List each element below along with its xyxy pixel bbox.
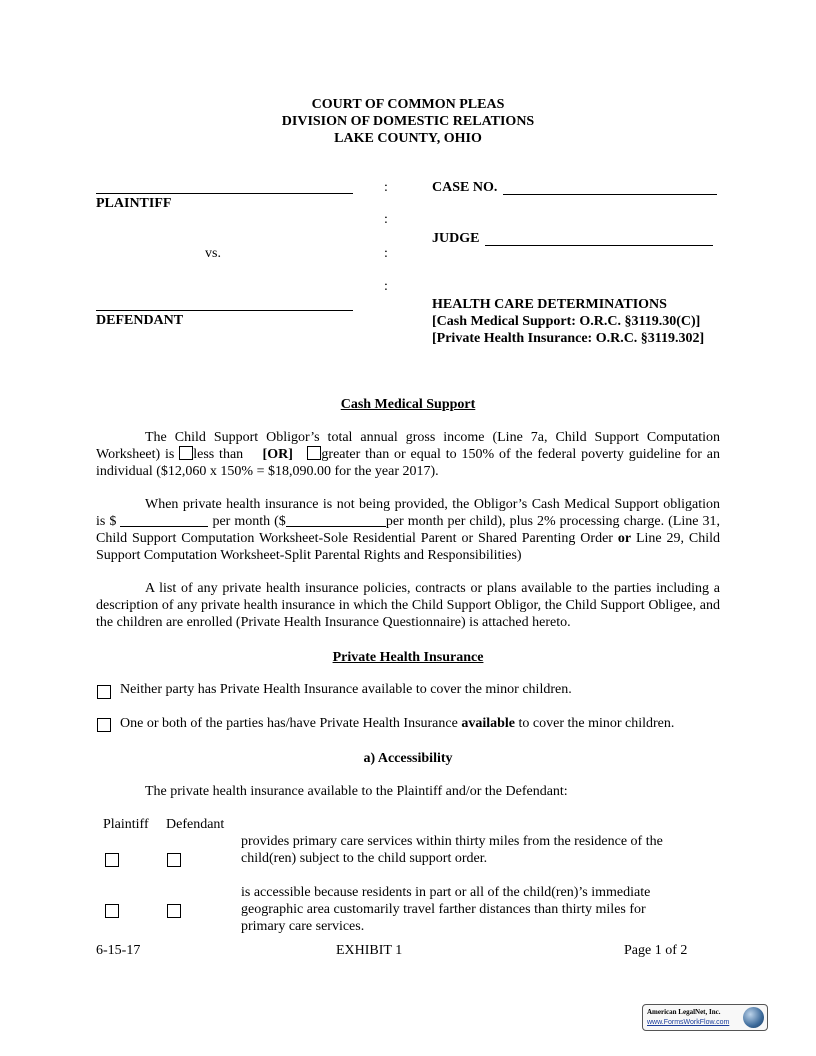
monthly-amount-field[interactable] — [120, 513, 208, 527]
income-paragraph — [96, 429, 720, 480]
form-title: HEALTH CARE DETERMINATIONS — [432, 297, 667, 312]
form-subtitle-cash: [Cash Medical Support: O.R.C. §3119.30(C)] — [432, 314, 701, 329]
caption-colon: : — [384, 180, 388, 195]
primary-care-criterion: provides primary care services within thirty miles from the residence of the child(ren) subject to the child support order. — [241, 834, 663, 866]
defendant-name-line[interactable] — [96, 310, 353, 311]
judge-label: JUDGE — [432, 231, 480, 246]
court-county: LAKE COUNTY, OHIO — [334, 131, 482, 146]
cash-medical-heading: Cash Medical Support — [340, 397, 476, 412]
per-child-text: per month per child), plus 2% processing charge. (Line 31, Child Support Computation Worksheet-Sole Residential Parent or Shared Parenting Order — [96, 514, 720, 546]
defendant-column-header: Defendant — [166, 817, 225, 832]
footer-exhibit: EXHIBIT 1 — [336, 943, 403, 958]
insurance-list-paragraph: A list of any private health insurance policies, contracts or plans available to the parties including a description of any private health insurance in which the Child Support Obligor, the Child Support Obligee, and the children are enrolled (Private Health Insurance Questionnaire) is attached hereto. — [96, 581, 720, 630]
greater-than-checkbox[interactable] — [307, 446, 321, 460]
court-division: DIVISION OF DOMESTIC RELATIONS — [281, 114, 535, 129]
judge-field[interactable] — [485, 245, 713, 246]
greater-than-label: greater than or equal to 150% of the federal poverty guideline for an individual ($12,060 x 150% = $18,090.00 for the year 2017). — [96, 447, 721, 479]
per-month-text: per month ($ — [212, 514, 286, 529]
less-than-label: less than — [193, 447, 244, 462]
no-insurance-label: Neither party has Private Health Insurance available to cover the minor children. — [120, 682, 572, 697]
per-child-amount-field[interactable] — [286, 513, 386, 527]
accessibility-intro: The private health insurance available to the Plaintiff and/or the Defendant: — [145, 784, 568, 799]
caption-colon: : — [384, 279, 388, 294]
globe-icon — [743, 1007, 764, 1028]
plaintiff-label: PLAINTIFF — [96, 196, 172, 211]
or-label: [OR] — [262, 447, 293, 462]
obligation-text: When private health insurance is not being provided, the Obligor’s Cash Medical Support obligation is $ — [96, 497, 720, 529]
private-insurance-heading: Private Health Insurance — [332, 650, 484, 665]
no-insurance-checkbox[interactable] — [97, 685, 111, 699]
less-than-checkbox[interactable] — [179, 446, 193, 460]
caption-colon: : — [384, 212, 388, 227]
defendant-label: DEFENDANT — [96, 313, 184, 328]
plaintiff-column-header: Plaintiff — [103, 817, 149, 832]
insurance-available-text: One or both of the parties has/have Private Health Insurance — [120, 716, 458, 731]
accessibility-heading: a) Accessibility — [363, 751, 453, 766]
insurance-available-label — [120, 716, 674, 732]
legalnet-logo[interactable] — [642, 1004, 768, 1031]
footer-date: 6-15-17 — [96, 943, 141, 958]
case-number-field[interactable] — [503, 194, 717, 195]
logo-company: American LegalNet, Inc. — [647, 1008, 721, 1016]
worksheet-text: Line 29, Child Support Computation Worksheet-Split Parental Rights and Responsibilities) — [96, 531, 720, 563]
court-name: COURT OF COMMON PLEAS — [311, 97, 505, 112]
versus-label: vs. — [205, 246, 221, 261]
defendant-primary-care-checkbox[interactable] — [167, 853, 181, 867]
available-emphasis: available — [461, 716, 515, 731]
obligation-paragraph — [96, 496, 720, 564]
caption-colon: : — [384, 246, 388, 261]
case-number-label: CASE NO. — [432, 180, 498, 195]
or-conjunction: or — [617, 531, 632, 546]
form-subtitle-private: [Private Health Insurance: O.R.C. §3119.302] — [432, 331, 705, 346]
defendant-travel-checkbox[interactable] — [167, 904, 181, 918]
plaintiff-name-line[interactable] — [96, 193, 353, 194]
travel-criterion: is accessible because residents in part or all of the child(ren)’s immediate geographic area customarily travel farther distances than thirty miles for primary care services. — [241, 885, 651, 934]
insurance-available-suffix: to cover the minor children. — [518, 716, 675, 731]
insurance-available-checkbox[interactable] — [97, 718, 111, 732]
plaintiff-primary-care-checkbox[interactable] — [105, 853, 119, 867]
footer-page-number: Page 1 of 2 — [624, 943, 688, 958]
income-text: The Child Support Obligor’s total annual gross income (Line 7a, Child Support Computation Worksheet) is — [96, 430, 720, 462]
logo-url[interactable]: www.FormsWorkFlow.com — [647, 1019, 730, 1026]
plaintiff-travel-checkbox[interactable] — [105, 904, 119, 918]
